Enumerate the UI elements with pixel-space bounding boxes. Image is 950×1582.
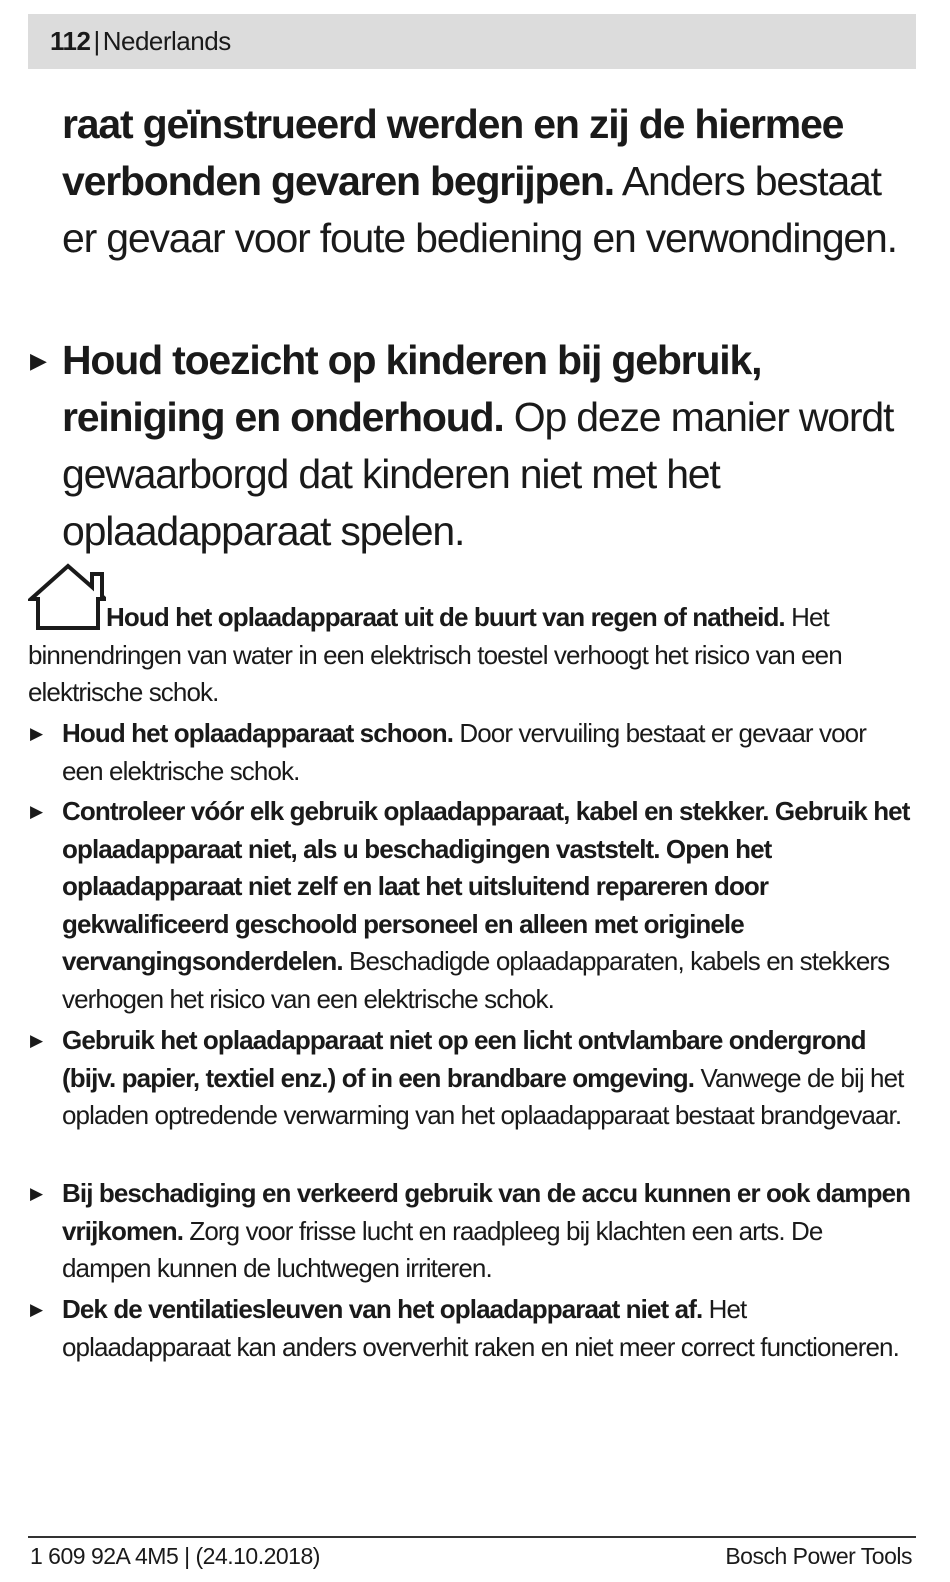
bullet-arrow-icon: ▶: [30, 1184, 44, 1203]
bullet-arrow-icon: ▶: [30, 1300, 44, 1319]
intro-normal-text: Anders bestaat er gevaar voor foute bediening en verwondingen.: [62, 158, 897, 261]
footer-doc-code: 1 609 92A 4M5 | (24.10.2018): [30, 1543, 320, 1569]
rain-warning-normal-text: Het binnendringen van water in een elektrisch toestel verhoogt het risico van een elektrische schok.: [28, 602, 842, 707]
header-text: [50, 26, 231, 56]
children-warning-normal-text: Op deze manier wordt gewaarborgd dat kinderen niet met het oplaadapparaat spelen.: [62, 394, 894, 554]
list-item: [62, 793, 912, 1018]
page-header: [28, 14, 916, 69]
list-item-bold-text: Dek de ventilatiesleuven van het oplaadapparaat niet af.: [62, 1294, 703, 1324]
list-item: [62, 1175, 912, 1288]
children-warning-paragraph: [62, 332, 912, 560]
list-item-normal-text: Het oplaadapparaat kan anders oververhit raken en niet meer correct functioneren.: [62, 1294, 899, 1362]
list-item-bold-text: Bij beschadiging en verkeerd gebruik van de accu kunnen er ook dampen vrijkomen.: [62, 1178, 911, 1246]
list-item-normal-text: Beschadigde oplaadapparaten, kabels en stekkers verhogen het risico van een elektrische schok.: [62, 946, 890, 1014]
bullet-arrow-icon: ▶: [30, 724, 44, 743]
list-item-normal-text: Vanwege de bij het opladen optredende verwarming van het oplaadapparaat bestaat brandgevaar.: [62, 1062, 904, 1130]
list-item-normal-text: Door vervuiling bestaat er gevaar voor een elektrische schok.: [62, 718, 866, 786]
list-item-bold-text: Controleer vóór elk gebruik oplaadapparaat, kabel en stekker. Gebruik het oplaadapparaat niet, als u beschadigingen vaststelt. Open het oplaadapparaat niet zelf en laat het uitsluitend repareren door gekwalificeerd geschoold personeel en alleen met originele vervangingsonderdelen.: [62, 796, 910, 976]
intro-continuation-paragraph: [62, 96, 912, 267]
list-item-bold-text: Gebruik het oplaadapparaat niet op een licht ontvlambare ondergrond (bijv. papier, textiel enz.) of in een brandbare omgeving.: [62, 1025, 866, 1093]
list-item-bold-text: Houd het oplaadapparaat schoon.: [62, 718, 454, 748]
rain-warning-paragraph: [28, 599, 898, 712]
bullet-arrow-icon: ▶: [30, 802, 44, 821]
intro-bold-text: raat geïnstrueerd werden en zij de hiermee verbonden gevaren begrijpen.: [62, 101, 844, 204]
page-number: 112: [50, 26, 91, 56]
bullet-arrow-icon: ▶: [30, 348, 47, 373]
bullet-arrow-icon: ▶: [30, 1031, 44, 1050]
list-item-normal-text: Zorg voor frisse lucht en raadpleeg bij klachten een arts. De dampen kunnen de luchtwegen irriteren.: [62, 1215, 823, 1283]
header-separator: |: [93, 26, 100, 56]
rain-warning-bold-text: Houd het oplaadapparaat uit de buurt van regen of natheid.: [106, 602, 785, 632]
footer-brand: Bosch Power Tools: [725, 1543, 912, 1569]
header-language: Nederlands: [102, 26, 231, 56]
children-warning-bold-text: Houd toezicht op kinderen bij gebruik, reiniging en onderhoud.: [62, 337, 762, 440]
list-item: [62, 1022, 912, 1135]
list-item: [62, 1291, 912, 1366]
footer-divider: [28, 1536, 916, 1538]
list-item: [62, 715, 912, 790]
